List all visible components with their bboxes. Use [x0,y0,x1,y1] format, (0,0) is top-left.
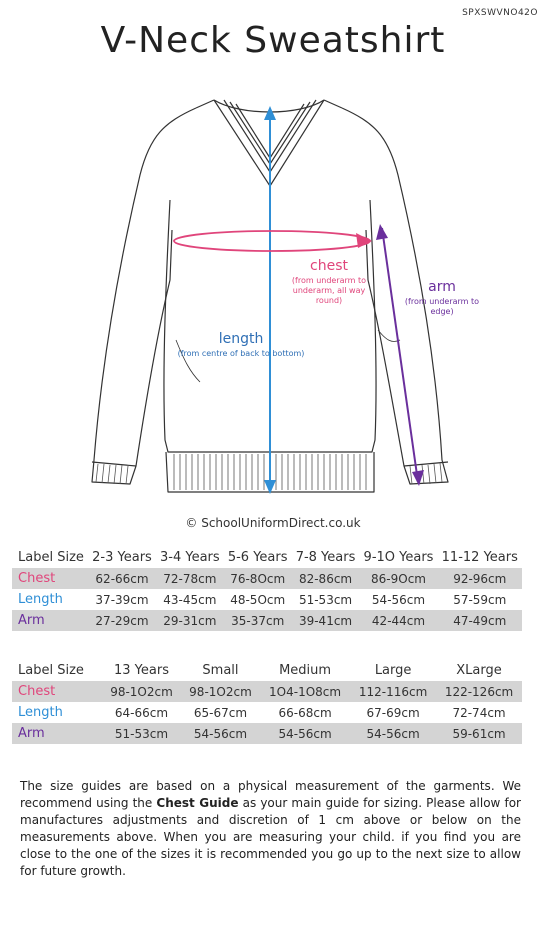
table-cell: 72-78cm [156,568,224,589]
table-cell: 43-45cm [163,592,217,607]
header-cell: 11-12 Years [441,549,518,565]
table-cell: 51-53cm [298,592,353,607]
table-cell: 122-126cm [436,681,522,702]
product-code: SPXSWVNO42O [462,8,538,18]
table-cell: 54-56cm [350,723,436,744]
table-header [12,659,522,681]
header-cell: XLarge [456,662,502,678]
chest-guide-emphasis: Chest Guide [156,796,239,810]
table-cell: 98-1O2cm [102,681,181,702]
page-title: V-Neck Sweatshirt [100,20,446,61]
table-row-length [12,589,522,610]
table-cell: 92-96cm [438,568,522,589]
table-cell: 47-49cm [438,610,522,631]
table-cell: 112-116cm [350,681,436,702]
table-cell: 86-9Ocm [359,568,437,589]
row-label-arm: Arm [12,610,88,631]
table-cell: 1O4-1O8cm [260,681,350,702]
left-sleeve [92,108,196,484]
table-cell: 39-41cm [292,610,360,631]
table-cell: 98-1O2cm [181,681,260,702]
table-cell: 54-56cm [181,723,260,744]
table-row-length [12,702,522,723]
table-cell: 72-74cm [452,705,506,720]
length-label-sub: (from centre of back to bottom) [177,348,305,358]
length-label [176,328,306,359]
length-arrow [264,106,276,494]
header-cell: 13 Years [114,662,169,678]
table-cell: 82-86cm [292,568,360,589]
note-text: When you are measuring your child. if you find you are close to the one of the sizes it is recommended you go up to the next size to allow for future growth. [20,830,521,878]
header-cell: 3-4 Years [160,549,220,565]
row-label-length: Length [18,705,63,720]
row-label-chest: Chest [12,568,88,589]
header-cell: Medium [279,662,332,678]
row-label-chest: Chest [12,681,102,702]
chest-label-title: chest [310,258,348,274]
table-cell: 42-44cm [359,610,437,631]
table-cell: 66-68cm [278,705,332,720]
arm-label-sub: (from underarm to edge) [404,296,480,316]
table-cell: 54-56cm [260,723,350,744]
arm-label-title: arm [428,279,456,295]
table-cell: 37-39cm [95,592,149,607]
chest-label [284,255,374,306]
table-row-arm [12,610,522,631]
header-cell: Label Size [18,662,84,678]
size-table-kids [12,546,522,631]
table-cell: 51-53cm [102,723,181,744]
arm-label [402,276,482,317]
table-cell: 76-8Ocm [224,568,292,589]
table-cell: 59-61cm [436,723,522,744]
table-cell: 65-67cm [193,705,248,720]
table-row-arm [12,723,522,744]
header-cell: Large [374,662,412,678]
header-cell: 9-1O Years [363,549,434,565]
row-label-length: Length [18,592,63,607]
table-cell: 54-56cm [371,592,426,607]
table-cell: 67-69cm [366,705,420,720]
table-row-chest [12,568,522,589]
row-label-arm: Arm [12,723,102,744]
copyright: © SchoolUniformDirect.co.uk [185,516,361,530]
table-cell: 35-37cm [224,610,292,631]
note-text: The size guides are based on a physical measurement of the garments. We recommend using the [20,779,521,810]
table-cell: 48-5Ocm [230,592,286,607]
length-label-title: length [218,331,264,347]
table-row-chest [12,681,522,702]
size-guide-note [20,778,521,880]
table-cell: 62-66cm [88,568,156,589]
note-text: as your main guide for sizing. Please allow for manufactures adjustments and discretion of 1 cm above or below on the measurements above. [20,796,521,844]
left-cuff [92,462,136,466]
table-cell: 64-66cm [114,705,169,720]
table-cell: 27-29cm [88,610,156,631]
size-table-adult [12,659,522,744]
chest-arrow [174,231,372,251]
header-cell: Small [202,662,239,678]
header-cell: Label Size [18,549,84,565]
chest-label-sub: (from underarm to underarm, all way round) [291,275,367,305]
table-cell: 29-31cm [156,610,224,631]
table-cell: 57-59cm [453,592,507,607]
header-cell: 2-3 Years [92,549,152,565]
header-cell: 7-8 Years [295,549,356,565]
right-cuff [404,462,448,466]
table-header [12,546,522,568]
header-cell: 5-6 Years [227,549,288,565]
